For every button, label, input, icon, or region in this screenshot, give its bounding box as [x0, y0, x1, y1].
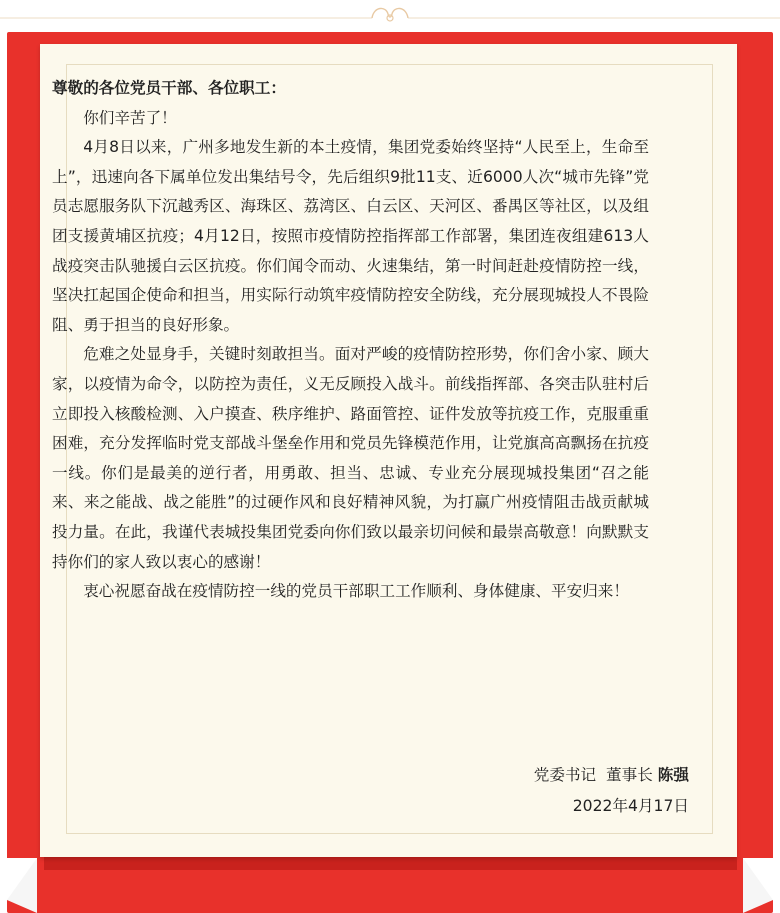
signature-date: 2022年4月17日 [572, 797, 689, 815]
letter-paragraph-praise: 危难之处显身手，关键时刻敢担当。面对严峻的疫情防控形势，你们舍小家、顾大家，以疫情为命令，以防控为责任，义无反顾投入战斗。前线指挥部、各突击队驻村后立即投入核酸检测、入户摸查、秩序维护、路面管控、证件发放等抗疫工作，克服重重困难，充分发挥临时党支部战斗堡垒作用和党员先锋模范作用，让党旗高高飘扬在抗疫一线。你们是最美的逆行者，用勇敢、担当、忠诚、专业充分展现城投集团“召之能来、来之能战、战之能胜”的过硬作风和良好精神风貌，为打赢广州疫情阻击战贡献城投力量。在此，我谨代表城投集团党委向你们致以最亲切问候和最崇高敬意！向默默支持你们的家人致以衷心的感谢！ [52, 345, 649, 571]
top-ornament-bar [0, 0, 780, 32]
letter-paragraph-background: 4月8日以来，广州多地发生新的本土疫情，集团党委始终坚持“人民至上，生命至上”，迅速向各下属单位发出集结号令，先后组织9批11支、近6000人次“城市先锋”党员志愿服务队下沉越秀区、海珠区、荔湾区、白云区、天河区、番禺区等社区，以及组团支援黄埔区抗疫；4月12日，按照市疫情防控指挥部工作部署，集团连夜组建613人战疫突击队驰援白云区抗疫。你们闻令而动、火速集结，第一时间赶赴疫情防控一线，坚决扛起国企使命和担当，用实际行动筑牢疫情防控安全防线，充分展现城投人不畏险阻、勇于担当的良好形象。 [52, 138, 649, 334]
letter-salutation: 尊敬的各位党员干部、各位职工： [52, 79, 286, 97]
letter-body [52, 74, 649, 607]
corner-fold-left-icon [7, 858, 37, 913]
signer-name: 陈强 [657, 766, 689, 784]
knot-ornament-icon [0, 0, 780, 32]
signer-title: 党委书记 董事长 [533, 766, 653, 784]
corner-fold-right-icon [743, 858, 773, 913]
letter-paragraph-wishes: 衷心祝愿奋战在疫情防控一线的党员干部职工工作顺利、身体健康、平安归来！ [83, 582, 629, 601]
signature-line [534, 760, 689, 791]
signature-block [534, 760, 689, 822]
letter-paragraph-greeting: 你们辛苦了！ [83, 108, 177, 127]
